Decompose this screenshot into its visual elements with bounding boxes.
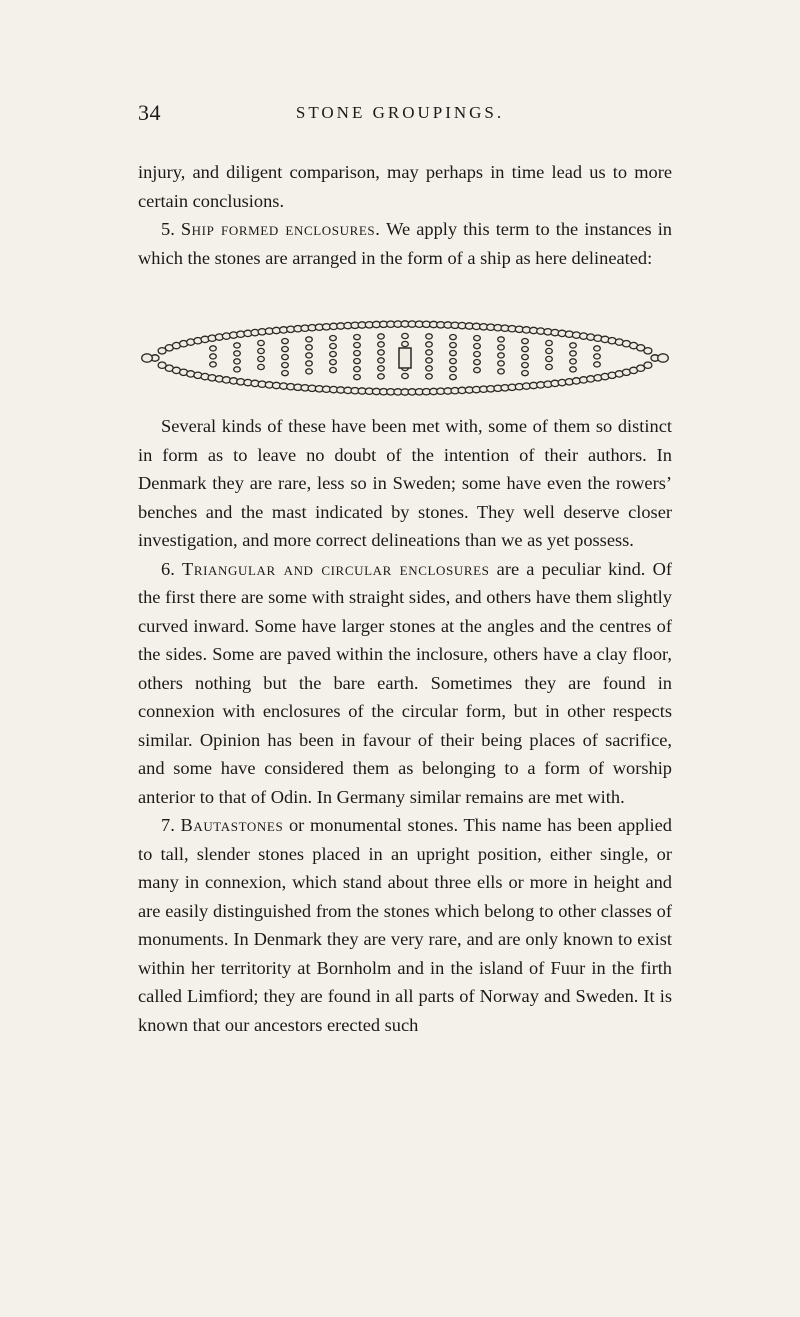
stone [522,355,529,360]
stone [546,340,553,345]
stone [522,347,529,352]
stone [522,371,529,376]
stone [570,351,577,356]
section-number: 6. [161,558,175,579]
stone [498,361,505,366]
stone [644,348,652,354]
stone [306,345,313,350]
stone [474,368,481,373]
stone [378,374,385,379]
stone [426,342,433,347]
stone [450,343,457,348]
stone [450,351,457,356]
section-text: are a peculiar kind. Of the first there are some with straight sides, and others have them slightly curved inward. Some have larger stones at the angles and the centres of the sides. Some are paved within the inclosure, others have a clay floor, others nothing but the bare earth. Sometimes they are found in connexion with enclosures of the circular form, but in other respects similar. Opinion has been in favour of their being places of sacrifice, and some have considered them as belonging to a form of worship anterior to that of Odin. In Germany similar remains are met with. [138,558,672,807]
stone [282,371,289,376]
stone [258,340,265,345]
stone [354,359,361,364]
stone [570,359,577,364]
stone [498,353,505,358]
paragraph-triangular-enclosures [138,555,672,812]
stone [402,373,409,378]
stone [282,339,289,344]
stone [258,364,265,369]
stone [378,342,385,347]
stone [644,362,652,368]
stone [474,336,481,341]
stone [378,366,385,371]
stone [282,347,289,352]
stone [354,351,361,356]
stone [330,360,337,365]
stone [210,362,217,367]
stone [354,367,361,372]
stone [594,346,601,351]
stone [142,354,153,362]
section-heading: Bautastones [180,815,284,835]
stone [450,359,457,364]
stone [234,359,241,364]
stone [522,363,529,368]
text-block-top [138,158,672,272]
stone [378,350,385,355]
stone [498,369,505,374]
stone [474,352,481,357]
stone [570,343,577,348]
section-heading: Ship formed enclosures. [180,219,381,239]
stone [546,364,553,369]
stone [234,367,241,372]
stone [282,355,289,360]
stone [546,348,553,353]
stone [594,362,601,367]
stone [258,356,265,361]
page-header [0,100,800,140]
stone [426,358,433,363]
stone [498,345,505,350]
stone [378,334,385,339]
stone [474,344,481,349]
stone [426,350,433,355]
stone [330,352,337,357]
section-text: We apply this term to the instances in which the stones are arranged in the form of a ship as here delineated: [138,219,672,268]
stone [306,337,313,342]
section-number: 5. [161,219,175,239]
stone [330,336,337,341]
ship-enclosure-figure [140,318,670,398]
stone [258,348,265,353]
stone [402,341,409,346]
stone [570,367,577,372]
stone [474,360,481,365]
mast-stone [399,348,411,368]
stone [378,358,385,363]
stone [306,353,313,358]
stone [450,375,457,380]
paragraph-bautastones [138,811,672,1039]
section-number: 7. [161,815,175,835]
stone [402,333,409,338]
stone [306,369,313,374]
stone [426,334,433,339]
paragraph-continuation: injury, and diligent comparison, may perhaps in time lead us to more certain conclusions. [138,162,672,211]
stone [282,363,289,368]
stone [498,337,505,342]
stone [354,335,361,340]
page-number: 34 [138,100,161,125]
stone [450,335,457,340]
section-text: or monumental stones. This name has been applied to tall, slender stones placed in an upright position, either single, or many in connexion, which stand about three ells or more in height and are easily distinguished from the stones which belong to other classes of monuments. In Denmark they are very rare, and are only known to exist within her territority at Bornholm and in the island of Fuur in the firth called Limfiord; they are found in all parts of Norway and Sweden. It is known that our ancestors erected such [138,815,672,1035]
stone [658,354,669,362]
stone [330,344,337,349]
stone [450,367,457,372]
stone [210,354,217,359]
stone [354,343,361,348]
section-heading: Triangular and circular enclosures [182,558,490,579]
stone [594,354,601,359]
stone-group [142,321,669,395]
stone [426,366,433,371]
paragraph-several-kinds: Several kinds of these have been met with, some of them so distinct in form as to leave no doubt of the intention of their authors. In Denmark they are rare, less so in Sweden; some have even the rowers’ benches and the mast indicated by stones. They well deserve closer investigation, and more correct delineations than we as yet possess. [138,416,672,550]
stone [426,374,433,379]
stone [522,339,529,344]
paragraph-ship-enclosures [138,215,672,272]
stone [210,346,217,351]
stone [546,356,553,361]
stone [234,351,241,356]
running-title: STONE GROUPINGS. [295,103,505,122]
text-block-bottom [138,412,672,1039]
stone [234,343,241,348]
stone [330,368,337,373]
stone [306,361,313,366]
stone [354,375,361,380]
